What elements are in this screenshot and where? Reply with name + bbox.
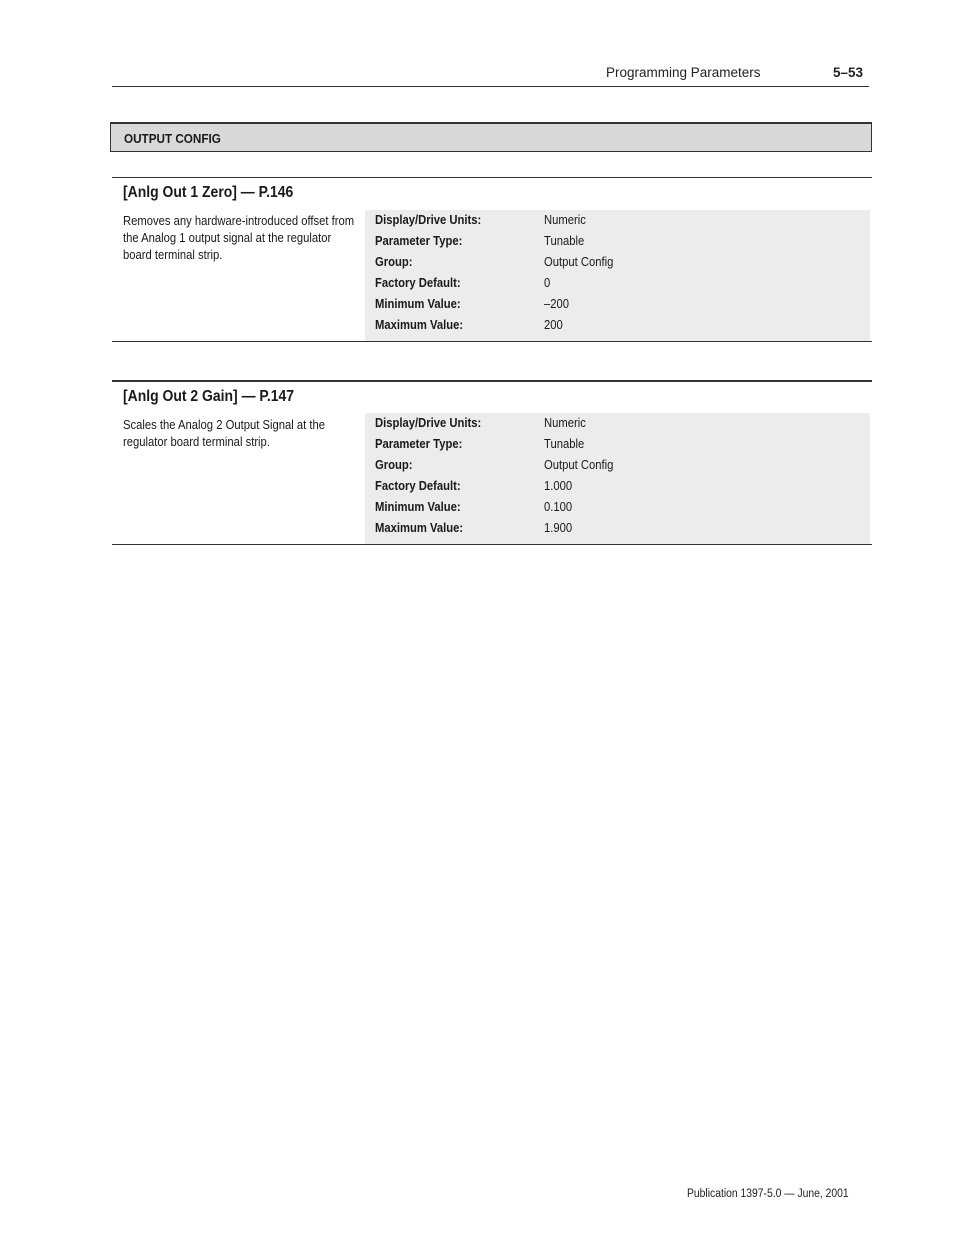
attr-row [365,295,870,316]
attr-value: Tunable [544,234,585,248]
attr-row [365,477,870,498]
parameter-title: [Anlg Out 1 Zero] — P.146 [123,184,294,201]
page-footer: Publication 1397-5.0 — June, 2001 [687,1188,849,1200]
parameter-attributes [365,413,870,544]
parameter-attributes [365,210,870,341]
attr-label: Minimum Value: [375,297,461,311]
parameter-block [112,380,872,545]
attr-value: 0 [544,276,551,290]
attr-value: Output Config [544,255,614,269]
attr-value: 0.100 [544,500,573,514]
attr-row [365,253,870,274]
attr-label: Factory Default: [375,479,461,493]
attr-value: –200 [544,297,570,311]
attr-label: Minimum Value: [375,500,461,514]
attr-value: Tunable [544,437,585,451]
attr-label: Display/Drive Units: [375,213,482,227]
attr-value: 200 [544,318,563,332]
attr-value: Numeric [544,416,586,430]
attr-value: Output Config [544,458,614,472]
attr-label: Maximum Value: [375,521,464,535]
attr-value: 1.900 [544,521,573,535]
group-title-bar [110,122,872,152]
parameter-description: Removes any hardware-introduced offset from the Analog 1 output signal at the regulator board terminal strip. [123,214,355,262]
parameter-block [112,177,872,342]
attr-label: Factory Default: [375,276,461,290]
attr-row [365,414,870,435]
attr-label: Maximum Value: [375,318,464,332]
attr-row [365,435,870,456]
attr-label: Parameter Type: [375,234,463,248]
attr-label: Display/Drive Units: [375,416,482,430]
attr-value: 1.000 [544,479,573,493]
attr-value: Numeric [544,213,586,227]
header-page-number: 5–53 [832,65,863,80]
parameter-description: Scales the Analog 2 Output Signal at the regulator board terminal strip. [123,418,326,449]
attr-row [365,498,870,519]
attr-row [365,519,870,540]
attr-row [365,316,870,337]
attr-row [365,232,870,253]
attr-row [365,274,870,295]
page-header [112,62,869,87]
group-title: OUTPUT CONFIG [124,131,221,146]
attr-label: Parameter Type: [375,437,463,451]
attr-row [365,456,870,477]
attr-label: Group: [375,255,413,269]
attr-label: Group: [375,458,413,472]
parameter-title: [Anlg Out 2 Gain] — P.147 [123,388,295,405]
attr-row [365,211,870,232]
header-section-title: Programming Parameters [606,65,761,80]
